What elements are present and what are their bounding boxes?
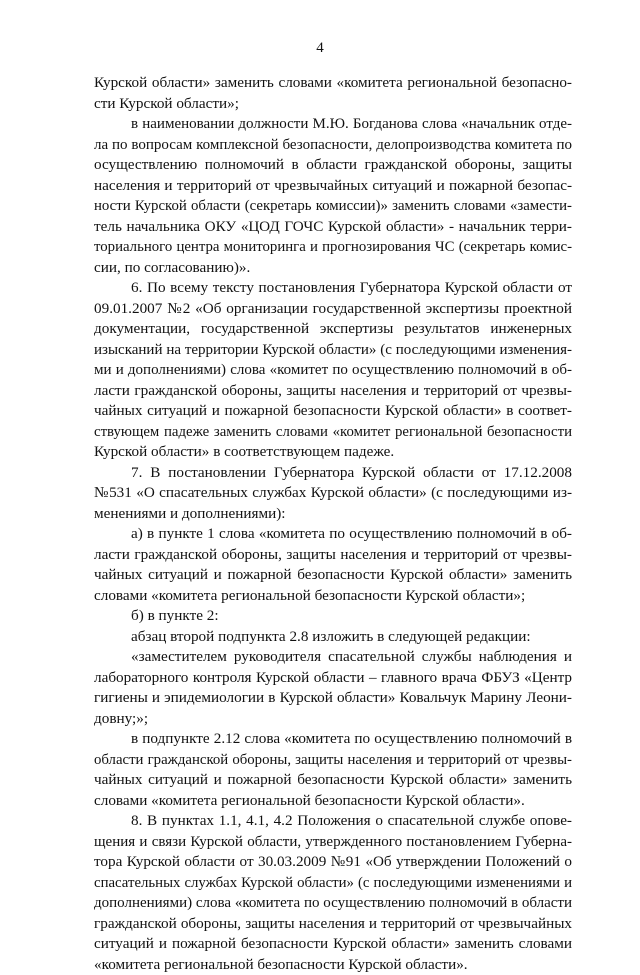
text-line: населения и территорий от чрезвычайных ситуаций и пожарной безопас-	[94, 176, 572, 197]
text-line: ствующем падеже заменить словами «комитет региональной безопасности	[94, 422, 572, 443]
text-line: ласти гражданской обороны, защиты населения и территорий от чрезвы-	[94, 545, 572, 566]
text-line: ла по вопросам комплексной безопасности, делопроизводства комитета по	[94, 135, 572, 156]
text-line: 09.01.2007 №2 «Об организации государственной экспертизы проектной	[94, 299, 572, 320]
text-line: в наименовании должности М.Ю. Богданова слова «начальник отде-	[94, 114, 572, 135]
text-line: щения и связи Курской области, утвержденного постановлением Губерна-	[94, 832, 572, 853]
text-line: спасательных службах Курской области» (с последующими изменениями и	[94, 873, 572, 894]
text-line: гражданской обороны, защиты населения и территорий от чрезвычайных	[94, 914, 572, 935]
text-line: области гражданской обороны, защиты населения и территорий от чрезвы-	[94, 750, 572, 771]
text-line: ториального центра мониторинга и прогнозирования ЧС (секретарь комис-	[94, 237, 572, 258]
text-line: довну;»;	[94, 709, 572, 730]
text-line: чайных ситуаций и пожарной безопасности Курской области» заменить	[94, 770, 572, 791]
text-line: ситуаций и пожарной безопасности Курской области» заменить словами	[94, 934, 572, 955]
text-line: ласти гражданской обороны, защиты населения и территорий от чрезвы-	[94, 381, 572, 402]
text-line: Курской области» в соответствующем падеже.	[94, 442, 572, 463]
text-line: «заместителем руководителя спасательной службы наблюдения и	[94, 647, 572, 668]
text-line: тель начальника ОКУ «ЦОД ГОЧС Курской области» - начальник терри-	[94, 217, 572, 238]
text-line: лабораторного контроля Курской области – главного врача ФБУЗ «Центр	[94, 668, 572, 689]
text-line: 8. В пунктах 1.1, 4.1, 4.2 Положения о спасательной службе опове-	[94, 811, 572, 832]
text-line: изысканий на территории Курской области» (с последующими изменения-	[94, 340, 572, 361]
page-number: 4	[0, 40, 640, 57]
text-line: осуществлению полномочий в области гражданской обороны, защиты	[94, 155, 572, 176]
text-line: ности Курской области (секретарь комиссии)» заменить словами «замести-	[94, 196, 572, 217]
text-line: гигиены и эпидемиологии в Курской области» Ковальчук Марину Леони-	[94, 688, 572, 709]
text-line: тора Курской области от 30.03.2009 №91 «Об утверждении Положений о	[94, 852, 572, 873]
text-line: в подпункте 2.12 слова «комитета по осуществлению полномочий в	[94, 729, 572, 750]
text-line: менениями и дополнениями):	[94, 504, 572, 525]
text-line: ми и дополнениями) слова «комитет по осуществлению полномочий в об-	[94, 360, 572, 381]
text-line: 6. По всему тексту постановления Губернатора Курской области от	[94, 278, 572, 299]
text-line: а) в пункте 1 слова «комитета по осуществлению полномочий в об-	[94, 524, 572, 545]
text-line: Курской области» заменить словами «комитета региональной безопасно-	[94, 73, 572, 94]
text-line: б) в пункте 2:	[94, 606, 572, 627]
text-line: словами «комитета региональной безопасности Курской области».	[94, 791, 572, 812]
text-line: документации, государственной экспертизы результатов инженерных	[94, 319, 572, 340]
text-line: чайных ситуаций и пожарной безопасности Курской области» заменить	[94, 565, 572, 586]
text-line: абзац второй подпункта 2.8 изложить в следующей редакции:	[94, 627, 572, 648]
text-line: «комитета региональной безопасности Курской области».	[94, 955, 572, 975]
document-body	[94, 73, 572, 975]
text-line: №531 «О спасательных службах Курской области» (с последующими из-	[94, 483, 572, 504]
text-line: сии, по согласованию)».	[94, 258, 572, 279]
text-line: 7. В постановлении Губернатора Курской области от 17.12.2008	[94, 463, 572, 484]
text-line: словами «комитета региональной безопасности Курской области»;	[94, 586, 572, 607]
text-line: чайных ситуаций и пожарной безопасности Курской области» в соответ-	[94, 401, 572, 422]
text-line: сти Курской области»;	[94, 94, 572, 115]
text-line: дополнениями) слова «комитета по осуществлению полномочий в области	[94, 893, 572, 914]
